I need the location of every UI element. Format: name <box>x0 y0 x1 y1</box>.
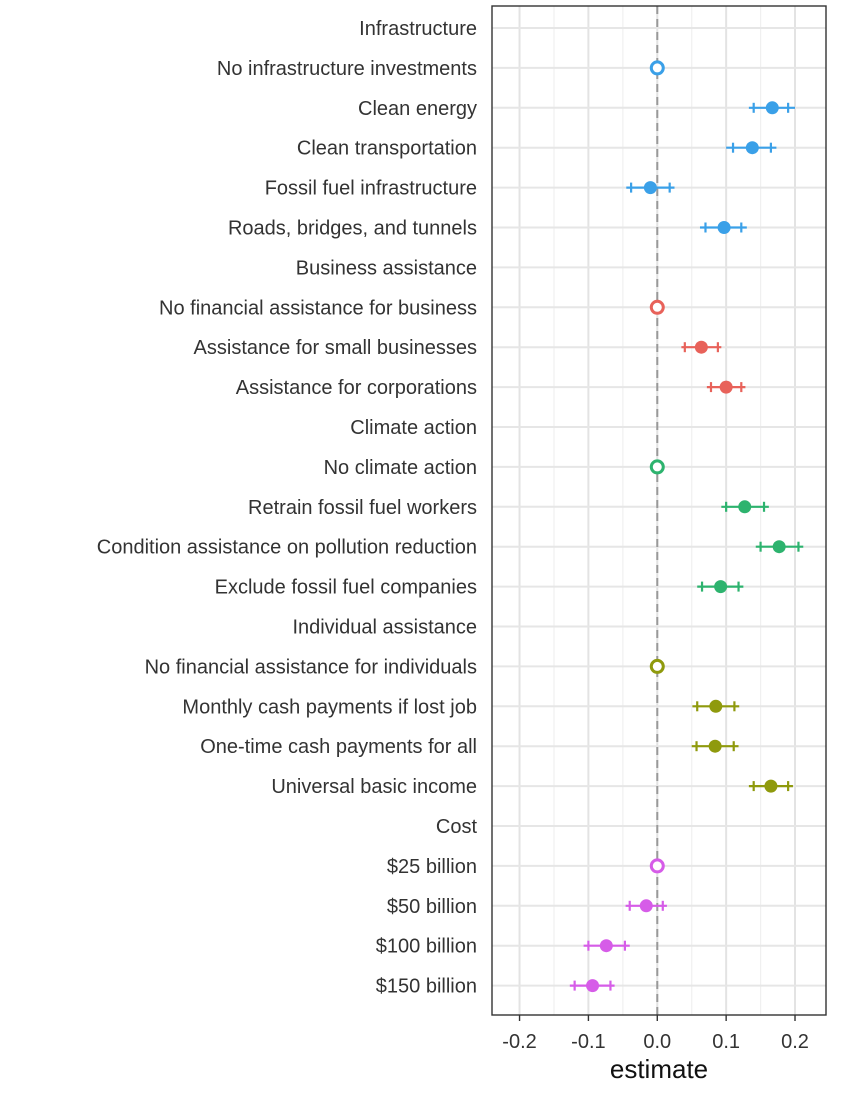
level-label: Assistance for small businesses <box>193 337 477 360</box>
group-header-label: Business assistance <box>295 257 477 280</box>
estimate-point <box>709 700 722 713</box>
estimate-point <box>766 101 779 114</box>
level-label: One-time cash payments for all <box>200 736 477 759</box>
group-header-label: Individual assistance <box>292 616 477 639</box>
estimate-point <box>600 939 613 952</box>
estimate-point <box>714 580 727 593</box>
baseline-point <box>651 62 663 74</box>
x-tick-label: 0.1 <box>712 1031 741 1053</box>
level-label: $150 billion <box>375 975 477 998</box>
baseline-point <box>651 461 663 473</box>
x-tick-label: 0.0 <box>643 1031 672 1053</box>
level-label: Roads, bridges, and tunnels <box>227 217 477 240</box>
group-header-label: Infrastructure <box>359 18 477 40</box>
estimate-point <box>695 341 708 354</box>
x-tick-label: -0.2 <box>502 1031 537 1053</box>
estimate-point <box>709 740 722 753</box>
baseline-point <box>651 860 663 872</box>
level-label: $25 billion <box>386 855 477 878</box>
level-label: Retrain fossil fuel workers <box>248 496 477 519</box>
baseline-point <box>651 660 663 672</box>
level-label: No financial assistance for individuals <box>144 656 477 679</box>
estimate-point <box>746 141 759 154</box>
x-tick-label: 0.2 <box>781 1031 809 1053</box>
x-axis-title: estimate <box>609 1054 709 1084</box>
x-axis <box>502 1015 809 1053</box>
level-label: Monthly cash payments if lost job <box>182 696 477 719</box>
level-label: Condition assistance on pollution reduction <box>96 536 477 559</box>
estimate-point <box>644 181 657 194</box>
estimate-point <box>718 221 731 234</box>
level-label: Exclude fossil fuel companies <box>214 576 477 599</box>
level-label: $100 billion <box>375 935 477 958</box>
estimate-point <box>586 979 599 992</box>
y-axis-labels <box>97 18 478 998</box>
estimate-point <box>738 500 751 513</box>
baseline-point <box>651 301 663 313</box>
x-tick-label: -0.1 <box>571 1031 606 1053</box>
level-label: Assistance for corporations <box>235 377 477 400</box>
level-label: No climate action <box>323 456 477 479</box>
level-label: Clean transportation <box>296 137 477 160</box>
estimate-point <box>720 381 733 394</box>
level-label: Clean energy <box>358 97 477 120</box>
level-label: Universal basic income <box>271 776 477 799</box>
level-label: $50 billion <box>386 895 477 918</box>
group-header-label: Climate action <box>350 417 477 439</box>
level-label: Fossil fuel infrastructure <box>264 177 477 200</box>
level-label: No infrastructure investments <box>216 57 477 80</box>
estimate-point <box>640 899 653 912</box>
group-header-label: Cost <box>435 816 477 838</box>
level-label: No financial assistance for business <box>159 297 477 320</box>
estimate-point <box>773 540 786 553</box>
estimate-point <box>764 780 777 793</box>
